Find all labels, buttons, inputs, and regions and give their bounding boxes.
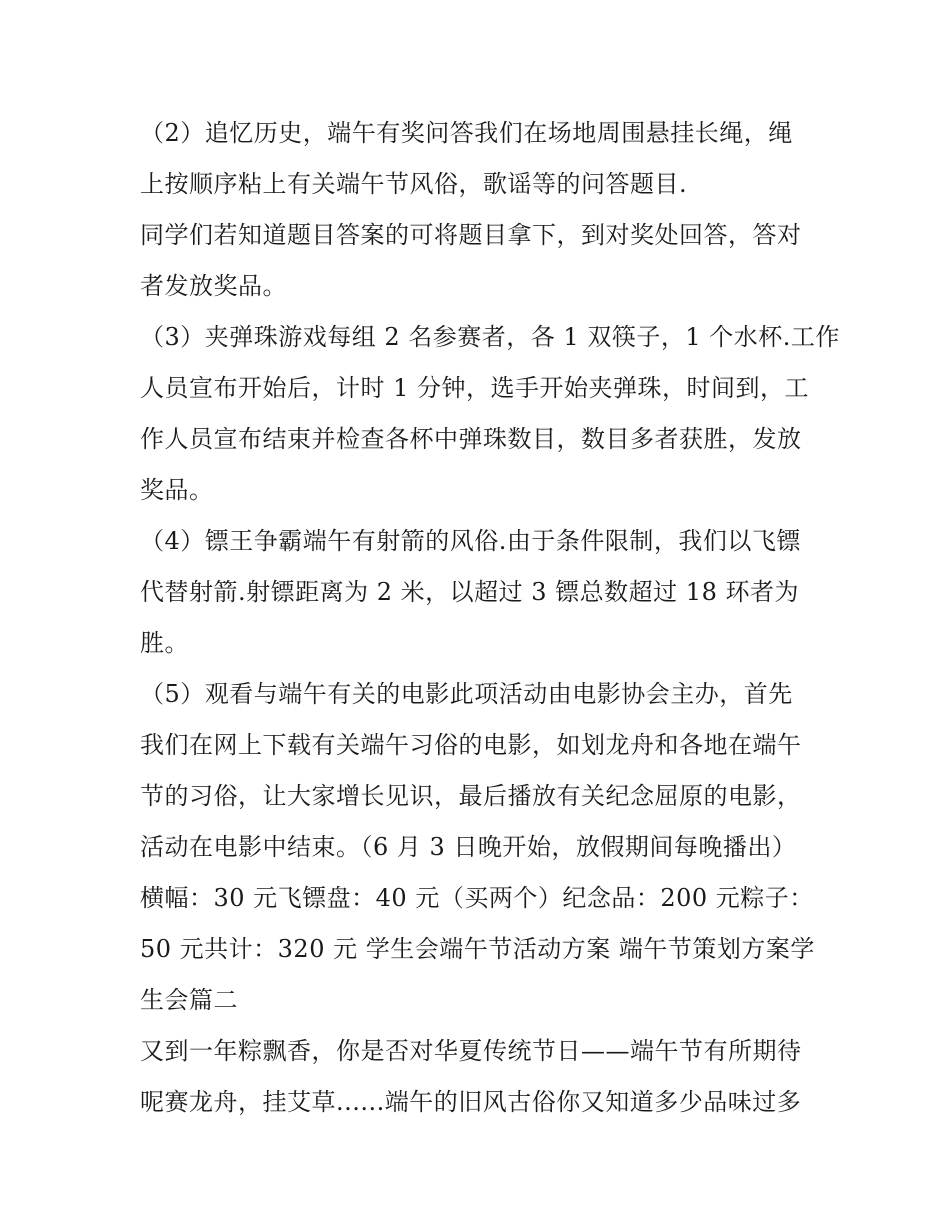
text-line: 生会篇二	[140, 986, 238, 1014]
document-body	[140, 108, 840, 1128]
text-line: 人员宣布开始后，计时 1 分钟，选手开始夹弹珠，时间到，工	[140, 374, 810, 402]
text-line: （5）观看与端午有关的电影此项活动由电影协会主办，首先	[140, 680, 793, 708]
text-line: 我们在网上下载有关端午习俗的电影，如划龙舟和各地在端午	[140, 731, 802, 759]
text-line: 同学们若知道题目答案的可将题目拿下，到对奖处回答，答对	[140, 221, 802, 249]
text-line: 横幅：30 元飞镖盘：40 元（买两个）纪念品：200 元粽子：	[140, 884, 814, 912]
text-line: 呢赛龙舟，挂艾草......端午的旧风古俗你又知道多少品味过多	[140, 1088, 802, 1116]
text-line: 活动在电影中结束。（6 月 3 日晚开始，放假期间每晚播出）	[140, 833, 797, 861]
text-line: 上按顺序粘上有关端午节风俗，歌谣等的问答题目.	[140, 170, 688, 198]
text-line: 50 元共计：320 元 学生会端午节活动方案 端午节策划方案学	[140, 935, 815, 963]
text-line: （3）夹弹珠游戏每组 2 名参赛者，各 1 双筷子，1 个水杯.工作	[140, 323, 840, 351]
text-line: 作人员宣布结束并检查各杯中弹珠数目，数目多者获胜，发放	[140, 425, 802, 453]
text-line: 胜。	[140, 629, 189, 657]
text-line: 又到一年粽飘香，你是否对华夏传统节日——端午节有所期待	[140, 1037, 802, 1065]
text-line: 代替射箭.射镖距离为 2 米，以超过 3 镖总数超过 18 环者为	[140, 578, 799, 606]
text-line: （2）追忆历史，端午有奖问答我们在场地周围悬挂长绳，绳	[140, 119, 793, 147]
text-line: 奖品。	[140, 476, 214, 504]
text-line: （4）镖王争霸端午有射箭的风俗.由于条件限制，我们以飞镖	[140, 527, 801, 555]
text-line: 者发放奖品。	[140, 272, 287, 300]
text-line: 节的习俗，让大家增长见识，最后播放有关纪念屈原的电影，	[140, 782, 802, 810]
